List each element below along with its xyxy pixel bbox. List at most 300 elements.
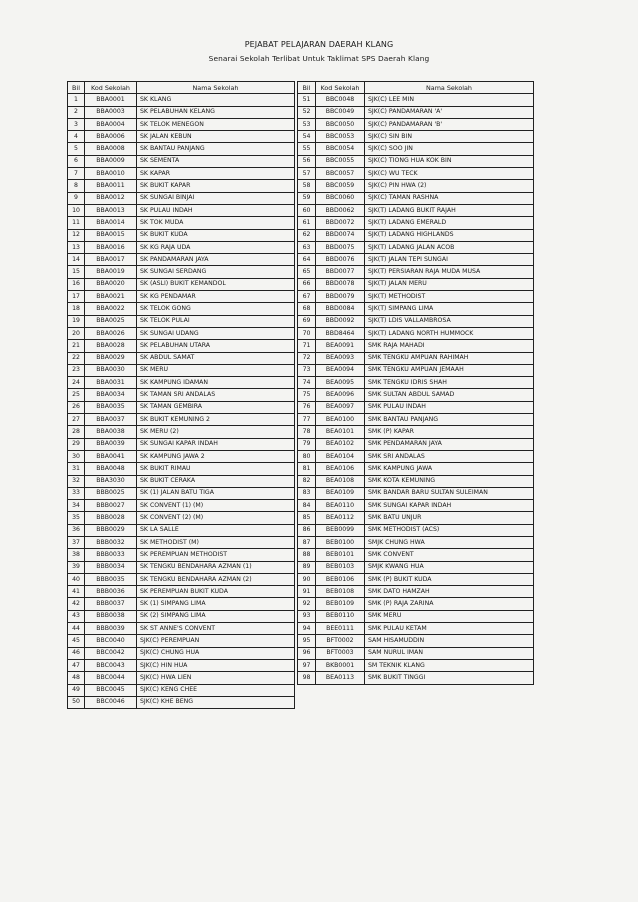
- row-kod-sekolah: BBB0039: [85, 623, 137, 635]
- row-bil: 58: [298, 180, 316, 192]
- row-nama-sekolah: SM TEKNIK KLANG: [365, 659, 534, 671]
- row-bil: 45: [68, 635, 85, 647]
- row-kod-sekolah: BBD0092: [316, 315, 365, 327]
- row-nama-sekolah: SK TELOK MENEGON: [137, 118, 295, 130]
- row-nama-sekolah: SK MERU: [137, 364, 295, 376]
- table-row: [68, 684, 295, 696]
- row-bil: 79: [298, 438, 316, 450]
- row-bil: 13: [68, 241, 85, 253]
- row-kod-sekolah: BBA0041: [85, 450, 137, 462]
- row-kod-sekolah: BBD0062: [316, 204, 365, 216]
- row-kod-sekolah: BBA0022: [85, 303, 137, 315]
- row-bil: 11: [68, 217, 85, 229]
- row-bil: 8: [68, 180, 85, 192]
- row-nama-sekolah: SK BUKIT RIMAU: [137, 463, 295, 475]
- row-nama-sekolah: SMK RAJA MAHADI: [365, 340, 534, 352]
- row-bil: 92: [298, 598, 316, 610]
- row-bil: 46: [68, 647, 85, 659]
- row-bil: 15: [68, 266, 85, 278]
- row-bil: 21: [68, 340, 85, 352]
- row-bil: 90: [298, 573, 316, 585]
- table-row: [298, 659, 534, 671]
- row-kod-sekolah: BBA0035: [85, 401, 137, 413]
- row-kod-sekolah: BBC0045: [85, 684, 137, 696]
- table-row: [68, 94, 295, 106]
- table-row: [68, 131, 295, 143]
- row-nama-sekolah: SJK(C) TIONG HUA KOK BIN: [365, 155, 534, 167]
- row-bil: 1: [68, 94, 85, 106]
- row-kod-sekolah: BBC0048: [316, 94, 365, 106]
- table-row: [298, 647, 534, 659]
- row-kod-sekolah: BEB0101: [316, 549, 365, 561]
- row-kod-sekolah: BBB0038: [85, 610, 137, 622]
- row-bil: 93: [298, 610, 316, 622]
- table-row: [68, 414, 295, 426]
- row-bil: 24: [68, 377, 85, 389]
- row-kod-sekolah: BBC0053: [316, 131, 365, 143]
- row-bil: 77: [298, 414, 316, 426]
- row-kod-sekolah: BEA0101: [316, 426, 365, 438]
- row-bil: 48: [68, 672, 85, 684]
- table-row: [298, 586, 534, 598]
- row-kod-sekolah: BBA0001: [85, 94, 137, 106]
- row-nama-sekolah: SK BUKIT CERAKA: [137, 475, 295, 487]
- row-bil: 39: [68, 561, 85, 573]
- row-kod-sekolah: BEB0110: [316, 610, 365, 622]
- row-kod-sekolah: BBA0015: [85, 229, 137, 241]
- table-row: [298, 389, 534, 401]
- row-bil: 49: [68, 684, 85, 696]
- table-row: [68, 647, 295, 659]
- row-kod-sekolah: BBB0025: [85, 487, 137, 499]
- table-row: [68, 426, 295, 438]
- row-bil: 62: [298, 229, 316, 241]
- row-kod-sekolah: BFT0002: [316, 635, 365, 647]
- row-nama-sekolah: SK (2) SIMPANG LIMA: [137, 610, 295, 622]
- row-nama-sekolah: SK TELOK GONG: [137, 303, 295, 315]
- table-row: [68, 475, 295, 487]
- table-row: [68, 352, 295, 364]
- row-nama-sekolah: SK KAMPUNG IDAMAN: [137, 377, 295, 389]
- row-nama-sekolah: SK ABDUL SAMAT: [137, 352, 295, 364]
- row-bil: 85: [298, 512, 316, 524]
- row-kod-sekolah: BBA0029: [85, 352, 137, 364]
- row-bil: 19: [68, 315, 85, 327]
- row-nama-sekolah: SJK(C) WU TECK: [365, 168, 534, 180]
- row-bil: 73: [298, 364, 316, 376]
- row-nama-sekolah: SK SUNGAI KAPAR INDAH: [137, 438, 295, 450]
- table-row: [298, 94, 534, 106]
- row-kod-sekolah: BBD0074: [316, 229, 365, 241]
- table-row: [298, 340, 534, 352]
- table-row: [68, 303, 295, 315]
- table-row: [298, 475, 534, 487]
- row-kod-sekolah: BBA0038: [85, 426, 137, 438]
- table-row: [298, 500, 534, 512]
- row-bil: 33: [68, 487, 85, 499]
- row-kod-sekolah: BBC0043: [85, 659, 137, 671]
- row-kod-sekolah: BBB0035: [85, 573, 137, 585]
- row-nama-sekolah: SJK(T) JALAN MERU: [365, 278, 534, 290]
- row-kod-sekolah: BBB0028: [85, 512, 137, 524]
- row-kod-sekolah: BBB0027: [85, 500, 137, 512]
- row-kod-sekolah: BBA0026: [85, 327, 137, 339]
- table-row: [68, 598, 295, 610]
- row-nama-sekolah: SK TENGKU BENDAHARA AZMAN (2): [137, 573, 295, 585]
- row-bil: 88: [298, 549, 316, 561]
- row-nama-sekolah: SMK BANDAR BARU SULTAN SULEIMAN: [365, 487, 534, 499]
- row-bil: 89: [298, 561, 316, 573]
- row-nama-sekolah: SMJK CHUNG HWA: [365, 536, 534, 548]
- row-bil: 17: [68, 291, 85, 303]
- table-row: [298, 204, 534, 216]
- row-bil: 25: [68, 389, 85, 401]
- row-kod-sekolah: BBB0033: [85, 549, 137, 561]
- row-nama-sekolah: SMK (P) RAJA ZARINA: [365, 598, 534, 610]
- header-bil: Bil: [298, 82, 316, 94]
- table-row: [298, 426, 534, 438]
- row-nama-sekolah: SMK PULAU KETAM: [365, 623, 534, 635]
- row-bil: 2: [68, 106, 85, 118]
- row-kod-sekolah: BKB0001: [316, 659, 365, 671]
- row-kod-sekolah: BBC0040: [85, 635, 137, 647]
- row-nama-sekolah: SK KLANG: [137, 94, 295, 106]
- row-nama-sekolah: SJK(T) LDIS VALLAMBROSA: [365, 315, 534, 327]
- table-row: [68, 561, 295, 573]
- row-kod-sekolah: BBA0019: [85, 266, 137, 278]
- table-row: [298, 549, 534, 561]
- row-bil: 38: [68, 549, 85, 561]
- row-nama-sekolah: SMK TENGKU IDRIS SHAH: [365, 377, 534, 389]
- row-nama-sekolah: SJK(C) SIN BIN: [365, 131, 534, 143]
- table-row: [298, 266, 534, 278]
- row-bil: 86: [298, 524, 316, 536]
- row-nama-sekolah: SMK MERU: [365, 610, 534, 622]
- row-kod-sekolah: BEA0110: [316, 500, 365, 512]
- row-nama-sekolah: SJK(C) HWA LIEN: [137, 672, 295, 684]
- row-nama-sekolah: SK SUNGAI BINJAI: [137, 192, 295, 204]
- table-row: [298, 598, 534, 610]
- row-bil: 71: [298, 340, 316, 352]
- table-row: [298, 438, 534, 450]
- row-nama-sekolah: SK TELOK PULAI: [137, 315, 295, 327]
- row-bil: 59: [298, 192, 316, 204]
- row-bil: 94: [298, 623, 316, 635]
- table-row: [68, 450, 295, 462]
- table-row: [68, 586, 295, 598]
- row-bil: 36: [68, 524, 85, 536]
- row-bil: 81: [298, 463, 316, 475]
- row-bil: 42: [68, 598, 85, 610]
- row-bil: 52: [298, 106, 316, 118]
- table-row: [68, 118, 295, 130]
- row-bil: 78: [298, 426, 316, 438]
- row-bil: 9: [68, 192, 85, 204]
- row-bil: 60: [298, 204, 316, 216]
- row-nama-sekolah: SJK(C) PANDAMARAN 'B': [365, 118, 534, 130]
- row-nama-sekolah: SK KAMPUNG JAWA 2: [137, 450, 295, 462]
- table-row: [68, 168, 295, 180]
- table-row: [68, 573, 295, 585]
- row-nama-sekolah: SMK CONVENT: [365, 549, 534, 561]
- row-kod-sekolah: BBC0046: [85, 696, 137, 708]
- table-header-row: [298, 82, 534, 94]
- row-nama-sekolah: SMK PULAU INDAH: [365, 401, 534, 413]
- header-kod-sekolah: Kod Sekolah: [85, 82, 137, 94]
- row-bil: 56: [298, 155, 316, 167]
- row-kod-sekolah: BBC0059: [316, 180, 365, 192]
- table-row: [68, 315, 295, 327]
- row-kod-sekolah: BEB0100: [316, 536, 365, 548]
- row-nama-sekolah: SK CONVENT (1) (M): [137, 500, 295, 512]
- row-nama-sekolah: SMK TENGKU AMPUAN JEMAAH: [365, 364, 534, 376]
- table-row: [68, 106, 295, 118]
- row-nama-sekolah: SK METHODIST (M): [137, 536, 295, 548]
- table-row: [68, 192, 295, 204]
- row-nama-sekolah: SJK(T) LADANG EMERALD: [365, 217, 534, 229]
- row-bil: 82: [298, 475, 316, 487]
- table-row: [68, 512, 295, 524]
- row-nama-sekolah: SMK KOTA KEMUNING: [365, 475, 534, 487]
- table-row: [68, 463, 295, 475]
- row-bil: 14: [68, 254, 85, 266]
- row-nama-sekolah: SMK TENGKU AMPUAN RAHIMAH: [365, 352, 534, 364]
- row-kod-sekolah: BBA0014: [85, 217, 137, 229]
- table-row: [298, 241, 534, 253]
- row-nama-sekolah: SK (1) SIMPANG LIMA: [137, 598, 295, 610]
- row-bil: 63: [298, 241, 316, 253]
- row-bil: 70: [298, 327, 316, 339]
- row-nama-sekolah: SJK(T) JALAN TEPI SUNGAI: [365, 254, 534, 266]
- row-kod-sekolah: BBA0020: [85, 278, 137, 290]
- row-kod-sekolah: BBA0012: [85, 192, 137, 204]
- table-row: [68, 672, 295, 684]
- row-nama-sekolah: SAM NURUL IMAN: [365, 647, 534, 659]
- header-bil: Bil: [68, 82, 85, 94]
- table-row: [298, 118, 534, 130]
- row-bil: 75: [298, 389, 316, 401]
- row-bil: 68: [298, 303, 316, 315]
- table-row: [298, 610, 534, 622]
- row-bil: 65: [298, 266, 316, 278]
- row-nama-sekolah: SAM HISAMUDDIN: [365, 635, 534, 647]
- row-bil: 61: [298, 217, 316, 229]
- row-nama-sekolah: SMK BUKIT TINGGI: [365, 672, 534, 684]
- row-nama-sekolah: SK (1) JALAN BATU TIGA: [137, 487, 295, 499]
- table-row: [298, 106, 534, 118]
- row-bil: 69: [298, 315, 316, 327]
- table-row: [298, 217, 534, 229]
- row-kod-sekolah: BBA0006: [85, 131, 137, 143]
- row-kod-sekolah: BEB0108: [316, 586, 365, 598]
- row-nama-sekolah: SJK(C) KENG CHEE: [137, 684, 295, 696]
- row-bil: 95: [298, 635, 316, 647]
- table-row: [68, 524, 295, 536]
- row-bil: 12: [68, 229, 85, 241]
- row-bil: 28: [68, 426, 85, 438]
- row-nama-sekolah: SK KG PENDAMAR: [137, 291, 295, 303]
- row-kod-sekolah: BBA0004: [85, 118, 137, 130]
- row-nama-sekolah: SJK(C) HIN HUA: [137, 659, 295, 671]
- table-row: [68, 696, 295, 708]
- row-kod-sekolah: BBA0028: [85, 340, 137, 352]
- row-kod-sekolah: BEA0108: [316, 475, 365, 487]
- row-bil: 32: [68, 475, 85, 487]
- table-row: [298, 536, 534, 548]
- row-nama-sekolah: SJK(T) LADANG BUKIT RAJAH: [365, 204, 534, 216]
- row-nama-sekolah: SK SEMENTA: [137, 155, 295, 167]
- row-kod-sekolah: BBB0034: [85, 561, 137, 573]
- table-row: [298, 291, 534, 303]
- row-nama-sekolah: SJK(C) PEREMPUAN: [137, 635, 295, 647]
- row-nama-sekolah: SK PEREMPUAN BUKIT KUDA: [137, 586, 295, 598]
- row-nama-sekolah: SK ST ANNE'S CONVENT: [137, 623, 295, 635]
- table-row: [68, 155, 295, 167]
- row-bil: 6: [68, 155, 85, 167]
- row-bil: 5: [68, 143, 85, 155]
- table-row: [68, 143, 295, 155]
- row-nama-sekolah: SK SUNGAI UDANG: [137, 327, 295, 339]
- row-bil: 27: [68, 414, 85, 426]
- row-kod-sekolah: BFT0003: [316, 647, 365, 659]
- row-nama-sekolah: SJK(T) LADANG NORTH HUMMOCK: [365, 327, 534, 339]
- table-row: [68, 217, 295, 229]
- row-kod-sekolah: BBB0029: [85, 524, 137, 536]
- row-bil: 4: [68, 131, 85, 143]
- row-kod-sekolah: BBC0044: [85, 672, 137, 684]
- row-bil: 64: [298, 254, 316, 266]
- table-row: [298, 487, 534, 499]
- row-bil: 50: [68, 696, 85, 708]
- table-row: [298, 327, 534, 339]
- table-row: [298, 635, 534, 647]
- row-kod-sekolah: BBA0008: [85, 143, 137, 155]
- row-nama-sekolah: SK SUNGAI SERDANG: [137, 266, 295, 278]
- table-row: [298, 254, 534, 266]
- row-kod-sekolah: BEA0109: [316, 487, 365, 499]
- row-kod-sekolah: BBA0048: [85, 463, 137, 475]
- row-bil: 53: [298, 118, 316, 130]
- row-kod-sekolah: BEA0096: [316, 389, 365, 401]
- table-row: [68, 241, 295, 253]
- row-nama-sekolah: SK PANDAMARAN JAYA: [137, 254, 295, 266]
- row-bil: 35: [68, 512, 85, 524]
- row-nama-sekolah: SJK(C) LEE MIN: [365, 94, 534, 106]
- row-nama-sekolah: SMK SUNGAI KAPAR INDAH: [365, 500, 534, 512]
- row-kod-sekolah: BEB0109: [316, 598, 365, 610]
- row-bil: 7: [68, 168, 85, 180]
- row-kod-sekolah: BBA0025: [85, 315, 137, 327]
- table-row: [298, 352, 534, 364]
- row-kod-sekolah: BBC0049: [316, 106, 365, 118]
- row-kod-sekolah: BEA0102: [316, 438, 365, 450]
- row-nama-sekolah: SK (ASLI) BUKIT KEMANDOL: [137, 278, 295, 290]
- row-nama-sekolah: SK BUKIT KAPAR: [137, 180, 295, 192]
- table-row: [68, 549, 295, 561]
- header-nama-sekolah: Nama Sekolah: [137, 82, 295, 94]
- table-row: [68, 635, 295, 647]
- row-nama-sekolah: SMK PENDAMARAN JAYA: [365, 438, 534, 450]
- table-row: [298, 180, 534, 192]
- document-title: PEJABAT PELAJARAN DAERAH KLANG: [244, 40, 394, 49]
- row-kod-sekolah: BEA0104: [316, 450, 365, 462]
- row-kod-sekolah: BBD0075: [316, 241, 365, 253]
- table-row: [68, 389, 295, 401]
- row-kod-sekolah: BEA0106: [316, 463, 365, 475]
- row-bil: 30: [68, 450, 85, 462]
- row-nama-sekolah: SMK METHODIST (ACS): [365, 524, 534, 536]
- row-nama-sekolah: SK LA SALLE: [137, 524, 295, 536]
- row-bil: 66: [298, 278, 316, 290]
- table-row: [68, 487, 295, 499]
- table-row: [298, 131, 534, 143]
- row-bil: 54: [298, 131, 316, 143]
- row-nama-sekolah: SJK(C) TAMAN RASHNA: [365, 192, 534, 204]
- row-bil: 44: [68, 623, 85, 635]
- row-kod-sekolah: BBA0009: [85, 155, 137, 167]
- row-bil: 22: [68, 352, 85, 364]
- row-kod-sekolah: BEA0097: [316, 401, 365, 413]
- table-row: [68, 401, 295, 413]
- row-kod-sekolah: BBD8464: [316, 327, 365, 339]
- row-nama-sekolah: SMK SULTAN ABDUL SAMAD: [365, 389, 534, 401]
- row-bil: 34: [68, 500, 85, 512]
- row-bil: 43: [68, 610, 85, 622]
- table-row: [298, 303, 534, 315]
- row-nama-sekolah: SK KG RAJA UDA: [137, 241, 295, 253]
- table-row: [298, 623, 534, 635]
- row-kod-sekolah: BEB0099: [316, 524, 365, 536]
- table-row: [68, 623, 295, 635]
- row-bil: 74: [298, 377, 316, 389]
- row-nama-sekolah: SMK BATU UNJUR: [365, 512, 534, 524]
- table-row: [298, 414, 534, 426]
- table-row: [68, 278, 295, 290]
- table-row: [68, 377, 295, 389]
- school-table-left: [67, 81, 295, 709]
- row-kod-sekolah: BBD0084: [316, 303, 365, 315]
- row-bil: 10: [68, 204, 85, 216]
- table-row: [68, 438, 295, 450]
- row-bil: 76: [298, 401, 316, 413]
- table-row: [298, 561, 534, 573]
- row-bil: 98: [298, 672, 316, 684]
- row-kod-sekolah: BEE0111: [316, 623, 365, 635]
- row-kod-sekolah: BBB0032: [85, 536, 137, 548]
- row-kod-sekolah: BEA0091: [316, 340, 365, 352]
- row-nama-sekolah: SK TOK MUDA: [137, 217, 295, 229]
- table-row: [298, 573, 534, 585]
- row-bil: 41: [68, 586, 85, 598]
- row-bil: 29: [68, 438, 85, 450]
- table-header-row: [68, 82, 295, 94]
- row-nama-sekolah: SK MERU (2): [137, 426, 295, 438]
- row-bil: 20: [68, 327, 85, 339]
- table-row: [68, 254, 295, 266]
- row-kod-sekolah: BBA0034: [85, 389, 137, 401]
- header-kod-sekolah: Kod Sekolah: [316, 82, 365, 94]
- table-row: [68, 340, 295, 352]
- table-row: [298, 278, 534, 290]
- table-row: [68, 204, 295, 216]
- row-kod-sekolah: BEB0103: [316, 561, 365, 573]
- header-nama-sekolah: Nama Sekolah: [365, 82, 534, 94]
- table-row: [298, 377, 534, 389]
- table-row: [68, 659, 295, 671]
- row-kod-sekolah: BBD0078: [316, 278, 365, 290]
- row-kod-sekolah: BBA3030: [85, 475, 137, 487]
- table-row: [68, 327, 295, 339]
